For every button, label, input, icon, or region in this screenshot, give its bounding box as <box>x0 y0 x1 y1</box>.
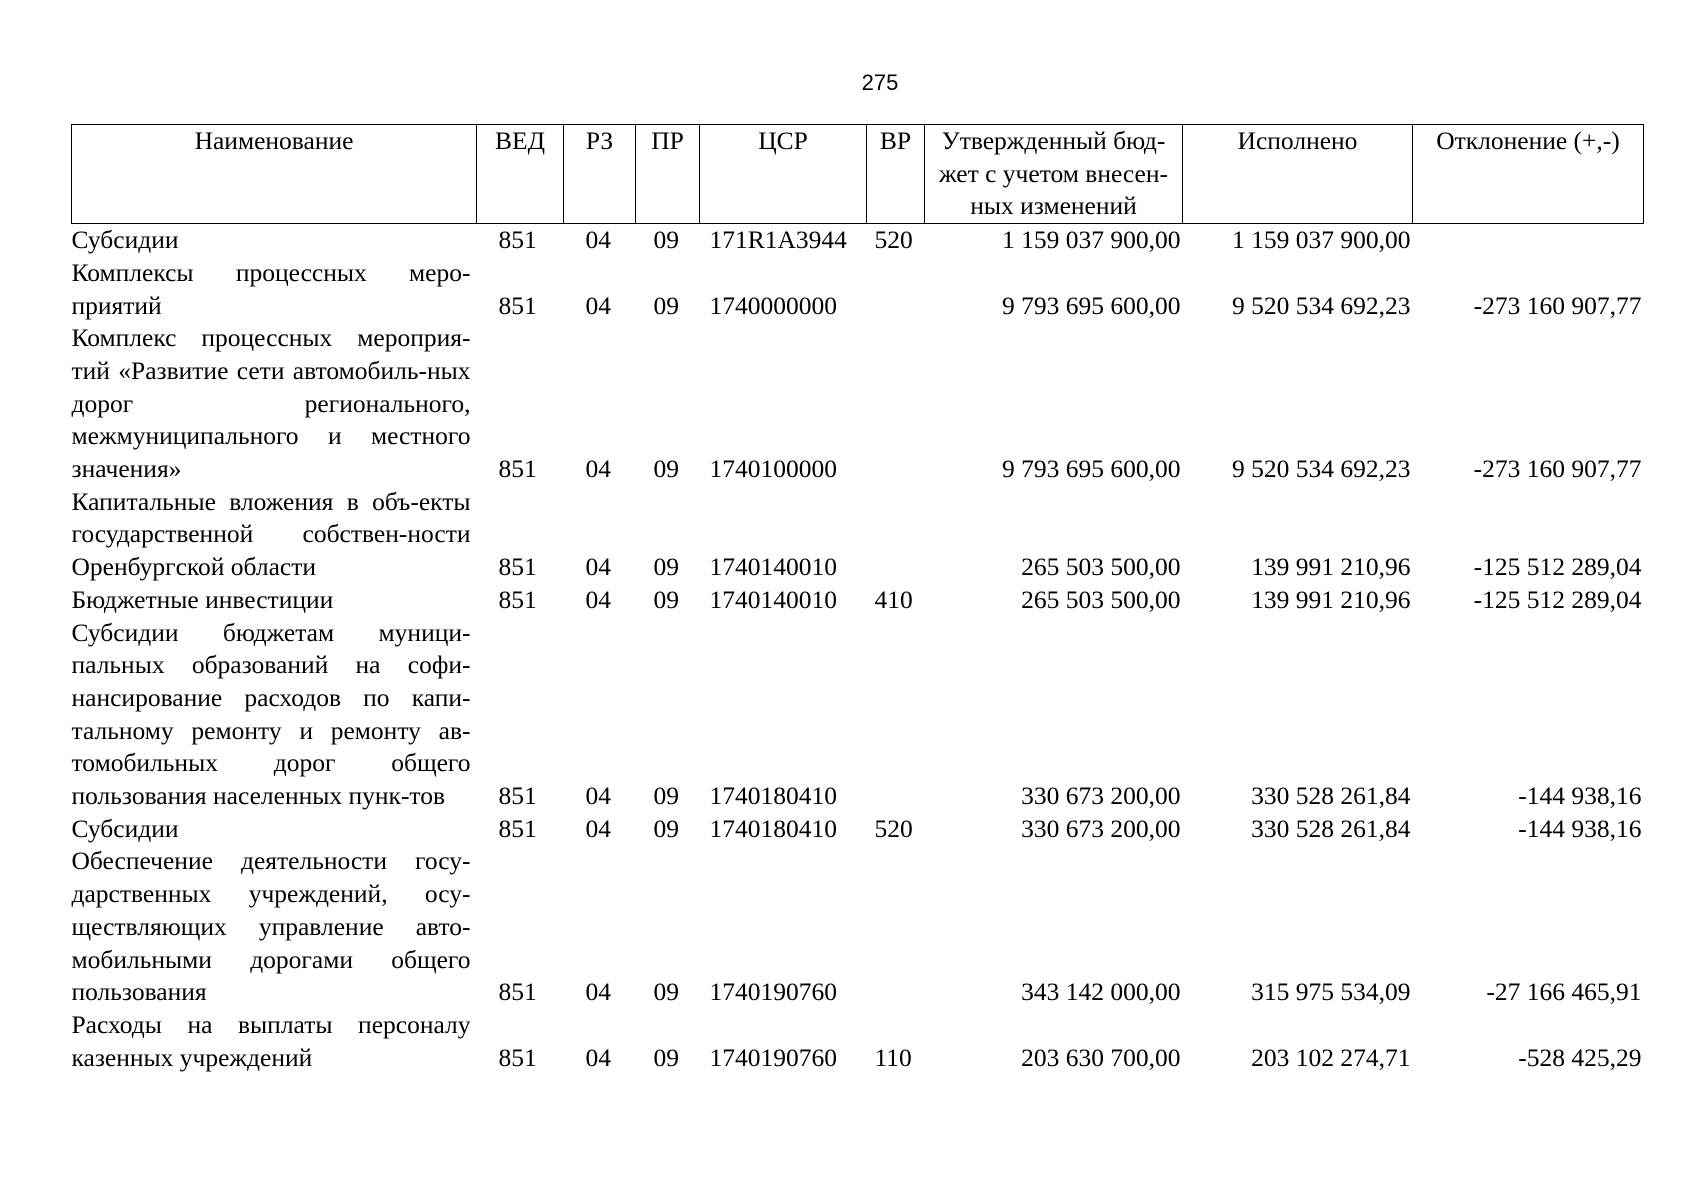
row-deviation: -27 166 465,91 <box>1486 977 1642 1007</box>
row-rz: 04 <box>585 225 611 255</box>
header-executed: Исполнено <box>1183 125 1413 224</box>
table-row <box>72 257 1644 322</box>
table-row <box>72 486 1644 584</box>
row-approved-budget: 265 503 500,00 <box>1021 584 1181 614</box>
row-name: Расходы на выплаты персоналу казенных учреждений <box>71 1009 471 1072</box>
row-deviation: -144 938,16 <box>1518 781 1642 811</box>
row-approved-budget: 203 630 700,00 <box>1021 1042 1181 1072</box>
row-executed: 330 528 261,84 <box>1251 781 1411 811</box>
row-csr: 1740100000 <box>709 454 837 484</box>
row-executed: 315 975 534,09 <box>1251 977 1411 1007</box>
row-approved-budget: 343 142 000,00 <box>1021 977 1181 1007</box>
row-approved-budget: 330 673 200,00 <box>1021 813 1181 843</box>
row-vr: 410 <box>874 584 913 614</box>
header-approved-budget: Утвержденный бюд-жет с учетом внесен-ных изменений <box>925 125 1183 224</box>
row-vr <box>867 486 925 584</box>
row-pr: 09 <box>653 977 679 1007</box>
row-executed: 330 528 261,84 <box>1251 813 1411 843</box>
header-vr: ВР <box>867 125 925 224</box>
row-vr: 520 <box>874 813 913 843</box>
row-vr <box>867 257 925 322</box>
row-ved: 851 <box>498 977 537 1007</box>
row-pr: 09 <box>653 813 679 843</box>
row-executed: 139 991 210,96 <box>1251 584 1411 614</box>
row-deviation: -144 938,16 <box>1518 813 1642 843</box>
row-pr: 09 <box>653 290 679 320</box>
row-ved: 851 <box>498 813 537 843</box>
row-name: Субсидии <box>71 813 179 843</box>
row-csr: 1740140010 <box>709 552 837 582</box>
row-name: Субсидии бюджетам муници-пальных образований на софи-нансирование расходов по капи-тальному ремонту и ремонту ав-томобильных дорог общего пользования населенных пунк-тов <box>71 617 471 811</box>
row-approved-budget: 330 673 200,00 <box>1021 781 1181 811</box>
row-deviation <box>1413 224 1644 257</box>
row-ved: 851 <box>498 781 537 811</box>
row-name: Субсидии <box>71 225 179 255</box>
row-vr <box>867 617 925 813</box>
row-csr: 1740190760 <box>709 977 837 1007</box>
row-vr: 110 <box>874 1042 912 1072</box>
budget-execution-table <box>71 124 1644 1074</box>
row-csr: 1740000000 <box>709 290 837 320</box>
row-executed: 203 102 274,71 <box>1251 1042 1411 1072</box>
header-rz: РЗ <box>564 125 636 224</box>
row-csr: 171R1A3944 <box>709 225 847 255</box>
row-approved-budget: 9 793 695 600,00 <box>1002 290 1181 320</box>
row-pr: 09 <box>653 781 679 811</box>
row-csr: 1740190760 <box>709 1042 837 1072</box>
row-deviation: -273 160 907,77 <box>1473 454 1642 484</box>
row-pr: 09 <box>653 584 679 614</box>
row-approved-budget: 1 159 037 900,00 <box>1002 225 1181 255</box>
row-approved-budget: 265 503 500,00 <box>1021 552 1181 582</box>
row-ved: 851 <box>498 290 537 320</box>
row-rz: 04 <box>585 552 611 582</box>
row-rz: 04 <box>585 781 611 811</box>
row-rz: 04 <box>585 977 611 1007</box>
header-deviation: Отклонение (+,-) <box>1413 125 1644 224</box>
row-rz: 04 <box>585 290 611 320</box>
row-deviation: -125 512 289,04 <box>1473 584 1642 614</box>
row-executed: 1 159 037 900,00 <box>1232 225 1411 255</box>
table-row <box>72 1009 1644 1074</box>
row-ved: 851 <box>498 584 537 614</box>
table-row <box>72 845 1644 1009</box>
row-rz: 04 <box>585 813 611 843</box>
row-csr: 1740180410 <box>709 813 837 843</box>
row-deviation: -125 512 289,04 <box>1473 552 1642 582</box>
row-ved: 851 <box>498 225 537 255</box>
row-rz: 04 <box>585 454 611 484</box>
header-pr: ПР <box>636 125 700 224</box>
row-vr: 520 <box>874 225 913 255</box>
row-ved: 851 <box>498 552 537 582</box>
row-name: Обеспечение деятельности госу-дарственных учреждений, осу-ществляющих управление авто-мобильными дорогами общего пользования <box>71 846 471 1007</box>
row-deviation: -273 160 907,77 <box>1473 290 1642 320</box>
row-pr: 09 <box>653 1042 679 1072</box>
row-rz: 04 <box>585 1042 611 1072</box>
row-name: Комплексы процессных меро-приятий <box>71 257 471 320</box>
row-csr: 1740140010 <box>709 584 837 614</box>
row-ved: 851 <box>498 1042 537 1072</box>
table-row <box>72 813 1644 846</box>
row-executed: 139 991 210,96 <box>1251 552 1411 582</box>
row-pr: 09 <box>653 225 679 255</box>
header-name: Наименование <box>72 125 477 224</box>
table-body <box>72 224 1644 1075</box>
row-csr: 1740180410 <box>709 781 837 811</box>
page-number: 275 <box>861 70 899 95</box>
table-row <box>72 584 1644 617</box>
table-row <box>72 617 1644 813</box>
row-vr <box>867 322 925 486</box>
row-pr: 09 <box>653 552 679 582</box>
row-ved: 851 <box>498 454 537 484</box>
row-name: Бюджетные инвестиции <box>71 584 334 614</box>
row-approved-budget: 9 793 695 600,00 <box>1002 454 1181 484</box>
header-ved: ВЕД <box>477 125 564 224</box>
table-header-row <box>72 125 1644 224</box>
row-pr: 09 <box>653 454 679 484</box>
header-csr: ЦСР <box>700 125 867 224</box>
row-rz: 04 <box>585 584 611 614</box>
row-name: Комплекс процессных мероприя-тий «Развитие сети автомобиль-ных дорог регионального, межмуниципального и местного значения» <box>71 323 471 484</box>
table-row <box>72 224 1644 257</box>
row-deviation: -528 425,29 <box>1518 1042 1642 1072</box>
table-row <box>72 322 1644 486</box>
row-executed: 9 520 534 692,23 <box>1232 454 1411 484</box>
row-executed: 9 520 534 692,23 <box>1232 290 1411 320</box>
row-vr <box>867 845 925 1009</box>
row-name: Капитальные вложения в объ-екты государственной собствен-ности Оренбургской области <box>71 486 471 582</box>
